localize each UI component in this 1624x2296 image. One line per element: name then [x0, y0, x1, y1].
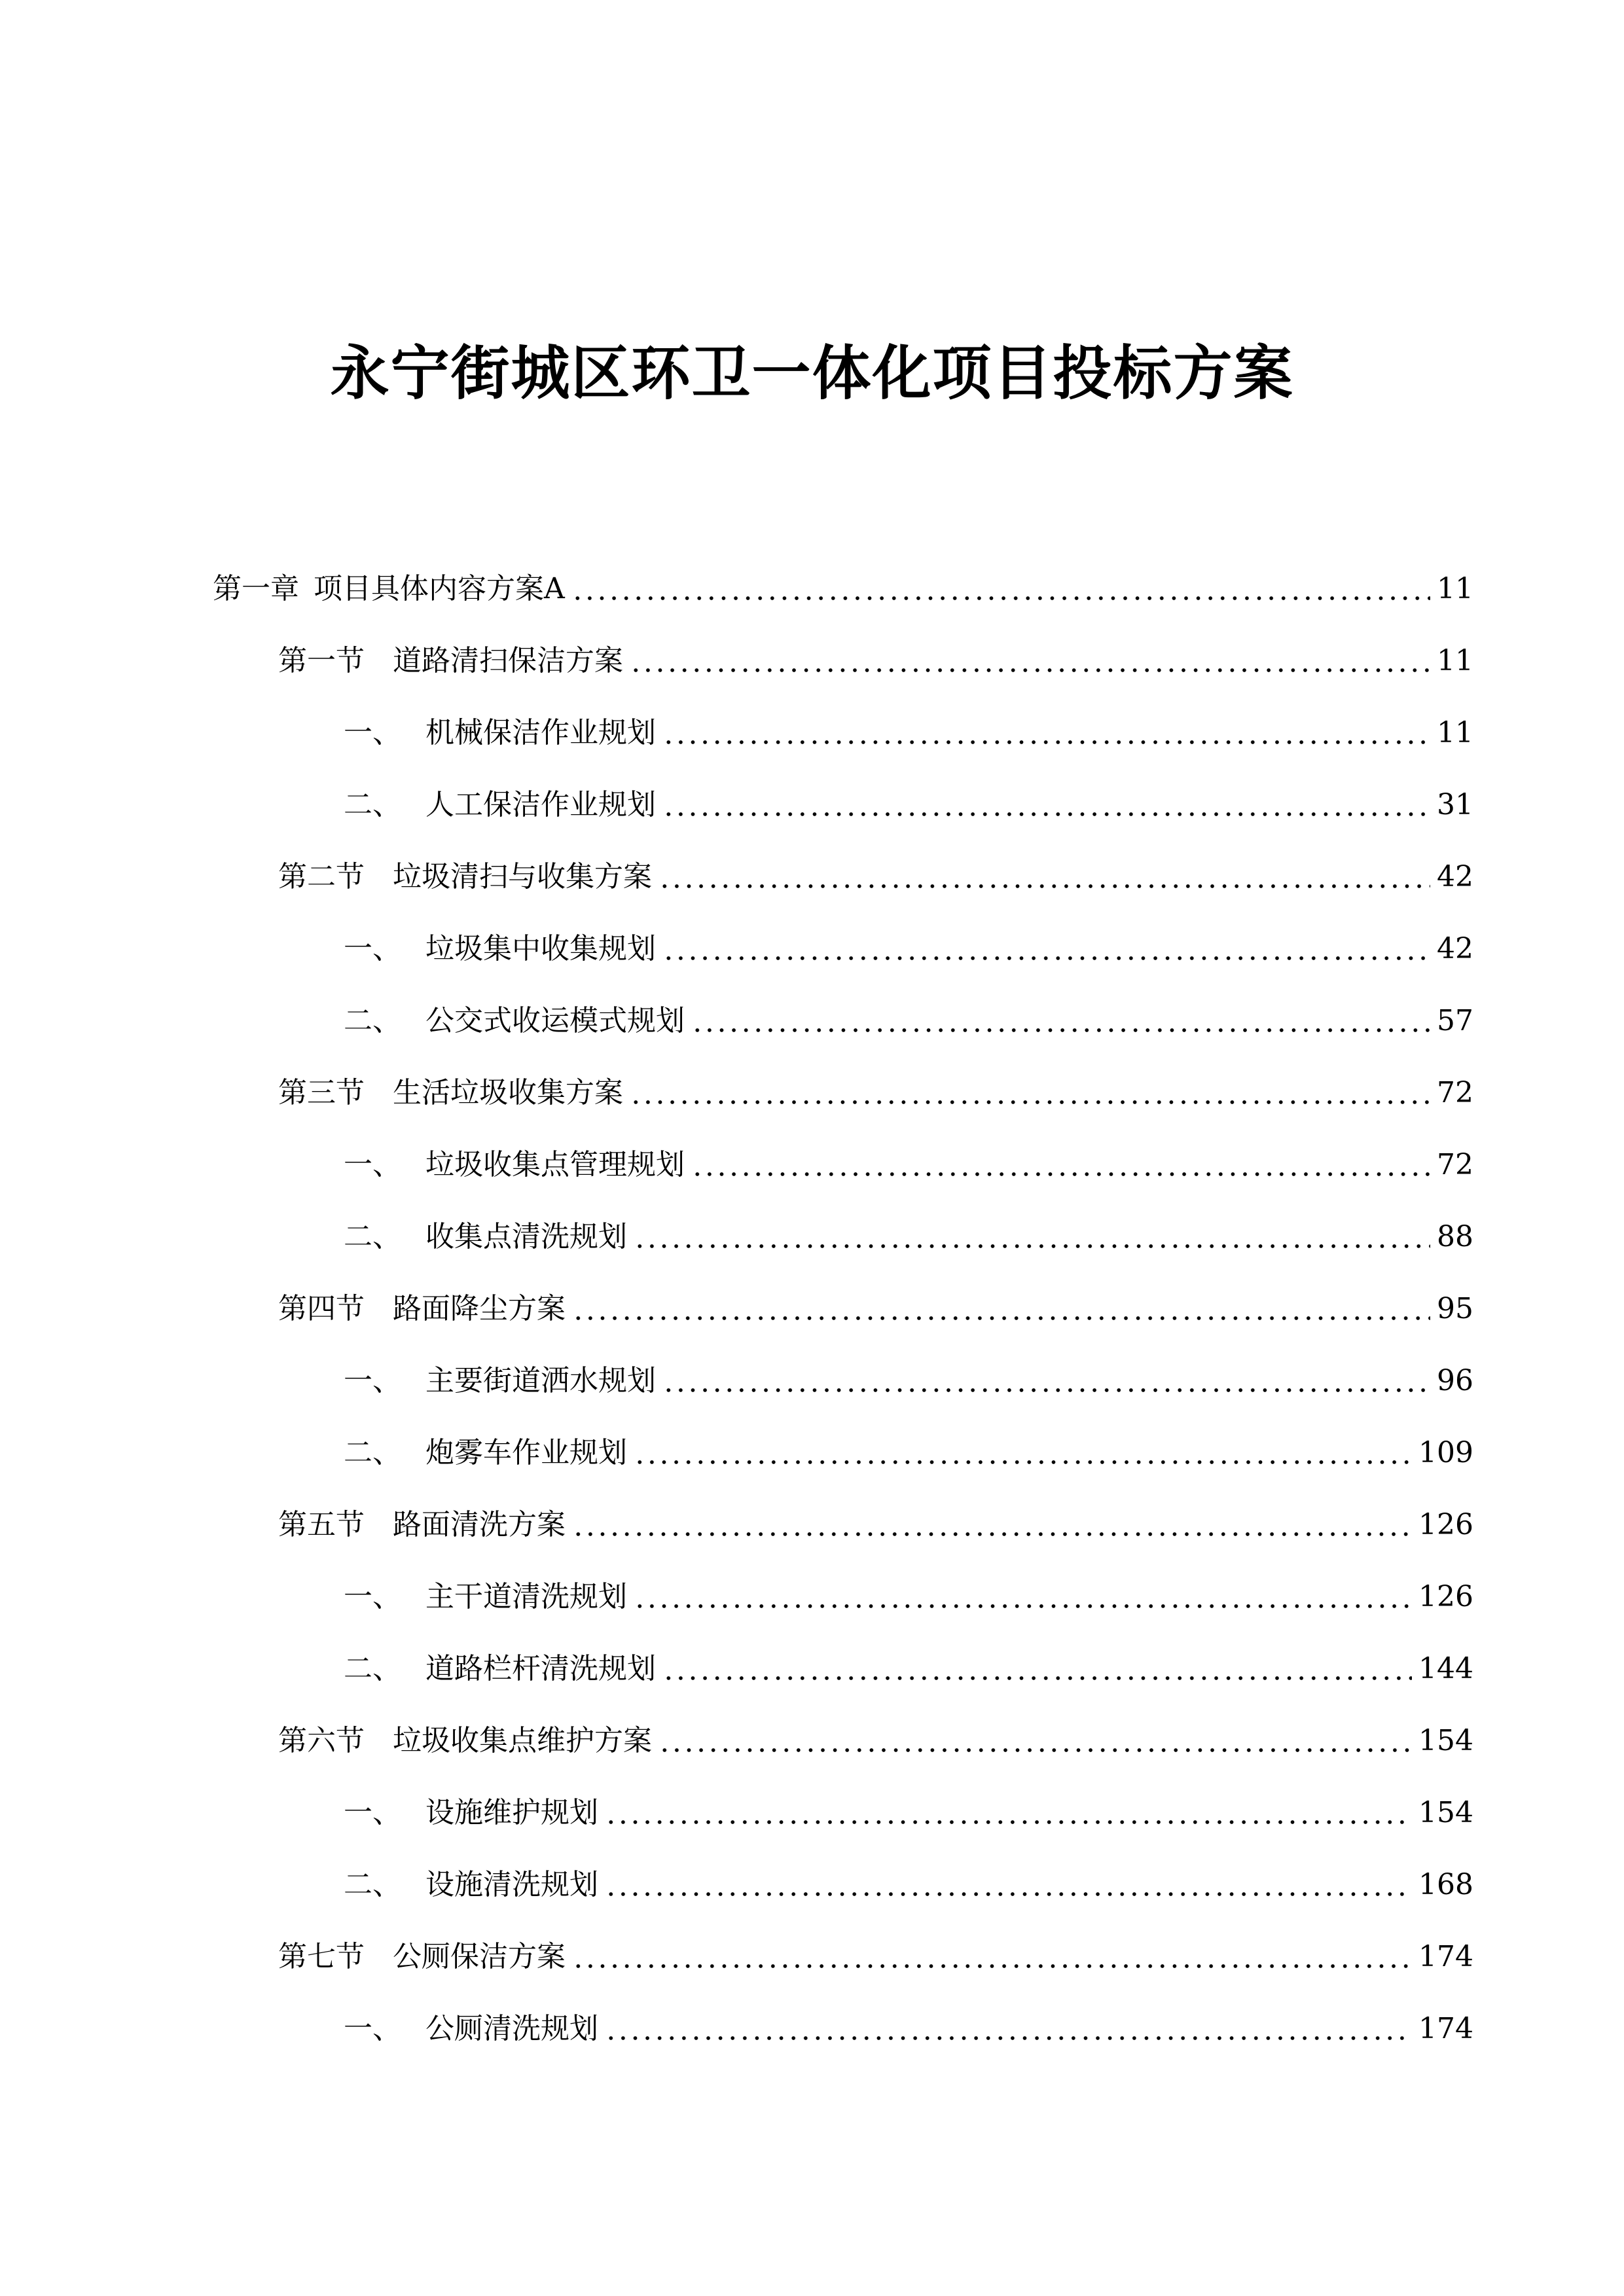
toc-entry-page: 88	[1437, 1220, 1473, 1253]
toc-dot-leader	[630, 668, 1430, 673]
toc-entry-page: 42	[1437, 860, 1473, 893]
toc-entry-number: 一、	[344, 1148, 401, 1181]
toc-entry[interactable]	[344, 1217, 1473, 1257]
toc-entry-number: 第二节	[278, 860, 365, 893]
toc-entry[interactable]	[344, 2009, 1473, 2049]
toc-entry[interactable]	[278, 857, 1473, 897]
toc-entry-number: 第五节	[278, 1508, 365, 1541]
toc-entry[interactable]	[278, 1289, 1473, 1329]
toc-entry-number: 二、	[344, 788, 401, 821]
toc-entry-page: 11	[1437, 644, 1473, 677]
toc-entry-title: 主要街道洒水规划	[425, 1364, 656, 1397]
toc-dot-leader	[659, 1748, 1412, 1753]
toc-entry-page: 174	[1418, 1940, 1473, 1973]
toc-entry-title: 生活垃圾收集方案	[393, 1076, 623, 1109]
toc-dot-leader	[572, 1964, 1412, 1969]
toc-dot-leader	[634, 1460, 1412, 1465]
toc-entry-number: 一、	[344, 1580, 401, 1613]
toc-entry[interactable]	[278, 1721, 1473, 1761]
toc-entry[interactable]	[278, 1073, 1473, 1113]
toc-dot-leader	[634, 1604, 1412, 1609]
toc-entry-number: 一、	[344, 1796, 401, 1829]
toc-dot-leader	[691, 1172, 1430, 1177]
toc-entry[interactable]	[344, 1433, 1473, 1473]
toc-entry-number: 第一节	[278, 644, 365, 677]
toc-entry-page: 95	[1437, 1292, 1473, 1325]
toc-entry-title: 机械保洁作业规划	[425, 716, 656, 749]
toc-entry-page: 72	[1437, 1076, 1473, 1109]
toc-entry-number: 第七节	[278, 1940, 365, 1973]
toc-entry-title: 公厕清洗规划	[425, 2012, 598, 2045]
toc-dot-leader	[605, 1892, 1412, 1897]
toc-entry[interactable]	[344, 1649, 1473, 1689]
toc-entry-number: 第三节	[278, 1076, 365, 1109]
toc-dot-leader	[630, 1100, 1430, 1105]
toc-entry-page: 96	[1437, 1364, 1473, 1397]
toc-dot-leader	[634, 1244, 1430, 1249]
toc-entry[interactable]	[278, 641, 1473, 681]
toc-entry-number: 二、	[344, 1652, 401, 1685]
toc-entry-title: 路面清洗方案	[393, 1508, 566, 1541]
toc-entry-number: 二、	[344, 1220, 401, 1253]
toc-entry-title: 主干道清洗规划	[425, 1580, 627, 1613]
toc-dot-leader	[691, 1028, 1430, 1033]
toc-entry-page: 31	[1437, 788, 1473, 821]
toc-dot-leader	[571, 596, 1430, 601]
toc-entry-page: 154	[1418, 1724, 1473, 1757]
toc-entry-number: 第一章	[213, 572, 299, 605]
toc-entry-page: 174	[1418, 2012, 1473, 2045]
toc-dot-leader	[662, 956, 1430, 961]
toc-dot-leader	[659, 884, 1430, 889]
toc-entry-title: 人工保洁作业规划	[425, 788, 656, 821]
toc-entry[interactable]	[344, 1361, 1473, 1401]
toc-entry-title: 道路清扫保洁方案	[393, 644, 623, 677]
toc-entry-title: 垃圾收集点维护方案	[393, 1724, 652, 1757]
toc-entry-title: 垃圾集中收集规划	[425, 932, 656, 965]
toc-entry[interactable]	[344, 1001, 1473, 1041]
toc-entry-page: 57	[1437, 1004, 1473, 1037]
toc-entry-title: 收集点清洗规划	[425, 1220, 627, 1253]
toc-entry-title: 设施清洗规划	[425, 1868, 598, 1901]
toc-entry[interactable]	[278, 1937, 1473, 1977]
toc-entry-title: 设施维护规划	[425, 1796, 598, 1829]
toc-entry-page: 42	[1437, 932, 1473, 965]
toc-dot-leader	[662, 1388, 1430, 1393]
toc-entry-page: 11	[1437, 716, 1473, 749]
toc-dot-leader	[605, 1820, 1412, 1825]
toc-entry-title: 路面降尘方案	[393, 1292, 566, 1325]
toc-entry-number: 一、	[344, 1364, 401, 1397]
toc-entry[interactable]	[344, 929, 1473, 969]
document-title: 永宁街城区环卫一体化项目投标方案	[330, 338, 1294, 408]
toc-entry[interactable]	[344, 1145, 1473, 1185]
toc-entry-title: 项目具体内容方案A	[314, 572, 565, 605]
toc-entry-number: 一、	[344, 716, 401, 749]
toc-entry[interactable]	[344, 1865, 1473, 1905]
toc-entry[interactable]	[344, 1793, 1473, 1833]
toc-entry-number: 第六节	[278, 1724, 365, 1757]
toc-entry-number: 二、	[344, 1436, 401, 1469]
toc-dot-leader	[572, 1532, 1412, 1537]
toc-entry-number: 二、	[344, 1868, 401, 1901]
toc-dot-leader	[662, 1676, 1412, 1681]
toc-entry[interactable]	[213, 569, 1473, 609]
toc-entry-page: 72	[1437, 1148, 1473, 1181]
toc-entry-page: 144	[1418, 1652, 1473, 1685]
toc-entry-page: 126	[1418, 1580, 1473, 1613]
toc-entry-title: 道路栏杆清洗规划	[425, 1652, 656, 1685]
toc-entry-title: 垃圾清扫与收集方案	[393, 860, 652, 893]
toc-entry-title: 公交式收运模式规划	[425, 1004, 685, 1037]
toc-entry-number: 第四节	[278, 1292, 365, 1325]
toc-entry-page: 154	[1418, 1796, 1473, 1829]
toc-dot-leader	[605, 2036, 1412, 2041]
toc-dot-leader	[662, 740, 1430, 745]
toc-entry[interactable]	[344, 1577, 1473, 1617]
toc-entry[interactable]	[344, 713, 1473, 753]
toc-entry-number: 二、	[344, 1004, 401, 1037]
toc-entry-page: 126	[1418, 1508, 1473, 1541]
toc-entry-number: 一、	[344, 2012, 401, 2045]
toc-entry-number: 一、	[344, 932, 401, 965]
toc-entry-page: 109	[1418, 1436, 1473, 1469]
toc-entry-title: 垃圾收集点管理规划	[425, 1148, 685, 1181]
toc-entry-title: 公厕保洁方案	[393, 1940, 566, 1973]
toc-dot-leader	[572, 1316, 1430, 1321]
toc-entry[interactable]	[344, 785, 1473, 825]
toc-entry-page: 168	[1418, 1868, 1473, 1901]
toc-entry[interactable]	[278, 1505, 1473, 1545]
toc-entry-title: 炮雾车作业规划	[425, 1436, 627, 1469]
toc-entry-page: 11	[1437, 572, 1473, 605]
toc-dot-leader	[662, 812, 1430, 817]
